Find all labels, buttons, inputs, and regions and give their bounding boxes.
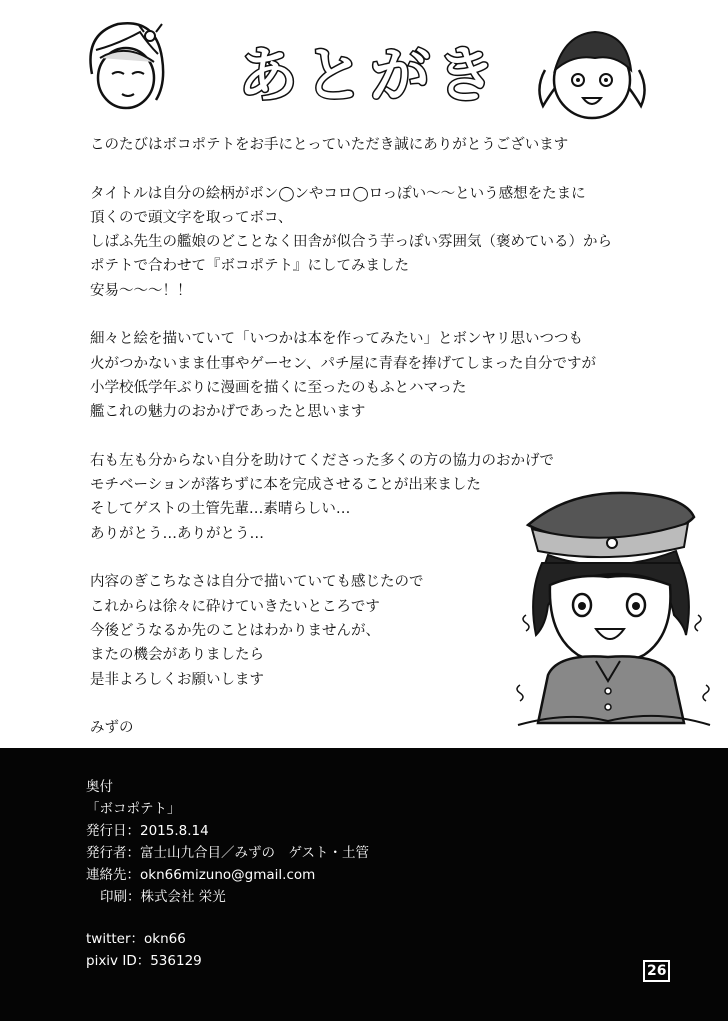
colophon-contact: 連絡先：okn66mizuno@gmail.com bbox=[86, 867, 316, 883]
text-line: またの機会がありましたら bbox=[90, 647, 264, 664]
text-line: 右も左も分からない自分を助けてくださった多くの方の協力のおかげで bbox=[90, 452, 554, 469]
paragraph-gap bbox=[90, 157, 650, 181]
text-line: 内容のぎこちなさは自分で描いていても感じたので bbox=[90, 574, 424, 591]
text-line: ありがとう…ありがとう… bbox=[90, 525, 264, 542]
text-line: これからは徐々に砕けていきたいところです bbox=[90, 598, 380, 615]
text-line: 火がつかないまま仕事やゲーセン、パチ屋に青春を捧げてしまった自分ですが bbox=[90, 355, 597, 372]
colophon-pixiv: pixiv ID：536129 bbox=[86, 953, 202, 969]
text-line: 細々と絵を描いていて「いつかは本を作ってみたい」とボンヤリ思いつつも bbox=[90, 331, 583, 348]
text-line: しばふ先生の艦娘のどことなく田舎が似合う芋っぽい雰囲気（褒めている）から bbox=[90, 234, 612, 251]
text-line: そしてゲストの土管先輩…素晴らしい… bbox=[90, 501, 351, 518]
colophon-printer: 印刷：株式会社 栄光 bbox=[100, 889, 226, 905]
text-line: 安易〜〜〜！！ bbox=[90, 282, 192, 299]
text-line: モチベーションが落ちずに本を完成させることが出来ました bbox=[90, 477, 481, 494]
page-number: 26 bbox=[643, 960, 670, 982]
girl-in-cap-icon bbox=[508, 485, 718, 730]
girl-twintails-face-icon bbox=[535, 18, 650, 130]
girl-face-icon bbox=[78, 14, 170, 120]
colophon-date: 発行日：2015.8.14 bbox=[86, 823, 209, 839]
colophon-book-title: 「ボコポテト」 bbox=[86, 801, 181, 817]
colophon-twitter: twitter：okn66 bbox=[86, 931, 186, 947]
page-title: あとがき bbox=[238, 41, 502, 111]
text-line: 是非よろしくお願いします bbox=[90, 671, 264, 688]
paragraph-gap bbox=[90, 303, 650, 327]
author-signature: みずの bbox=[90, 720, 134, 737]
text-line: ポテトで合わせて『ボコポテト』にしてみました bbox=[90, 258, 409, 275]
text-line: 今後どうなるか先のことはわかりませんが、 bbox=[90, 622, 380, 639]
colophon-heading: 奥付 bbox=[86, 779, 113, 795]
text-line: 小学校低学年ぶりに漫画を描くに至ったのもふとハマった bbox=[90, 379, 467, 396]
text-line: このたびはボコポテトをお手にとっていただき誠にありがとうございます bbox=[90, 137, 569, 153]
paragraph-gap bbox=[90, 425, 650, 449]
text-line: 艦これの魅力のおかげであったと思います bbox=[90, 404, 366, 421]
colophon-lines bbox=[86, 776, 369, 972]
colophon bbox=[0, 748, 728, 1021]
colophon-gap bbox=[86, 908, 369, 928]
text-line: タイトルは自分の絵柄がボン◯ンやコロ◯ロっぽい〜〜という感想をたまに bbox=[90, 185, 586, 202]
text-line: 頂くので頭文字を取ってボコ、 bbox=[90, 209, 293, 226]
colophon-publisher: 発行者：富士山九合目／みずの ゲスト・土管 bbox=[86, 845, 369, 861]
